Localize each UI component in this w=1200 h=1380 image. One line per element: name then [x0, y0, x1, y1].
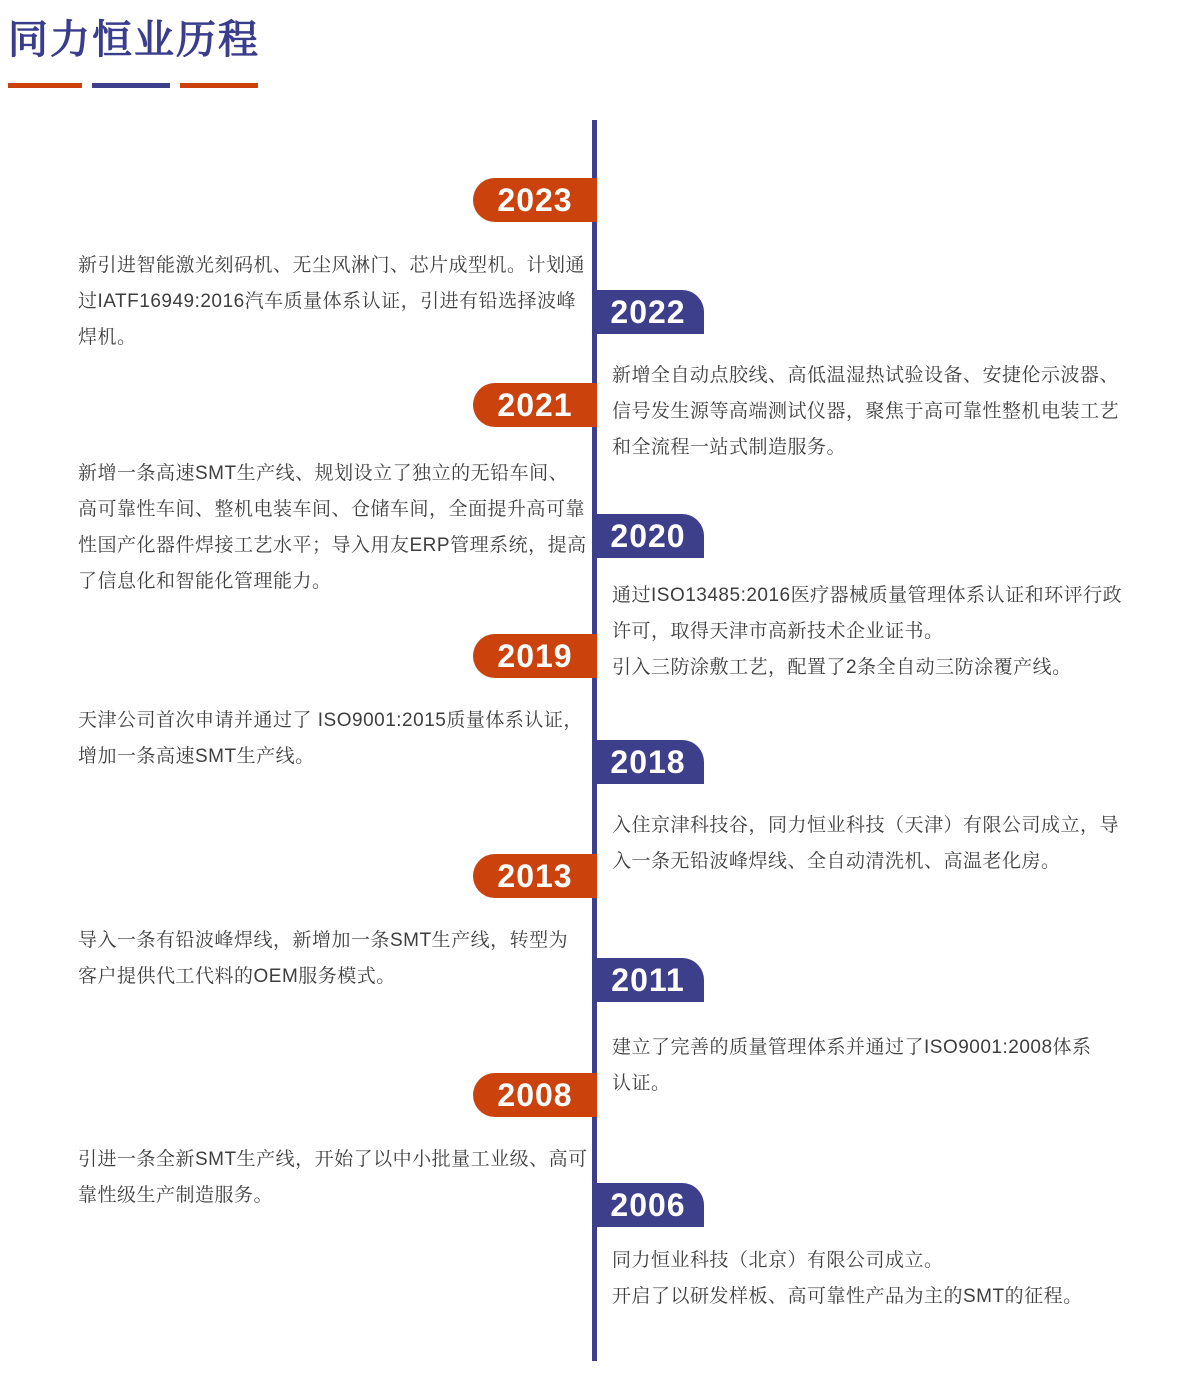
- text-line: 许可，取得天津市高新技术企业证书。: [612, 621, 944, 642]
- text-line: 开启了以研发样板、高可靠性产品为主的SMT的征程。: [612, 1286, 1083, 1307]
- milestone-text-2006: [612, 1243, 1083, 1315]
- text-line: 入住京津科技谷，同力恒业科技（天津）有限公司成立，导: [612, 815, 1120, 836]
- year-badge-2020: 2020: [592, 514, 704, 558]
- milestone-text-2019: [78, 703, 583, 775]
- milestone-text-2018: [612, 808, 1119, 880]
- milestone-text-2011: [612, 1030, 1092, 1102]
- year-badge-2013: 2013: [473, 854, 597, 898]
- text-line: 建立了完善的质量管理体系并通过了ISO9001:2008体系: [612, 1037, 1092, 1058]
- milestone-text-2008: [78, 1142, 588, 1214]
- text-line: 认证。: [612, 1073, 671, 1094]
- text-line: 导入一条有铅波峰焊线，新增加一条SMT生产线，转型为: [78, 930, 569, 951]
- year-badge-2006: 2006: [592, 1183, 704, 1227]
- year-badge-2021: 2021: [473, 383, 597, 427]
- text-line: 新引进智能激光刻码机、无尘风淋门、芯片成型机。计划通: [78, 255, 586, 276]
- year-badge-2023: 2023: [473, 178, 597, 222]
- year-badge-2022: 2022: [592, 290, 704, 334]
- text-line: 了信息化和智能化管理能力。: [78, 571, 332, 592]
- text-line: 天津公司首次申请并通过了 ISO9001:2015质量体系认证，: [78, 710, 583, 731]
- text-line: 客户提供代工代料的OEM服务模式。: [78, 966, 396, 987]
- text-line: 过IATF16949:2016汽车质量体系认证，引进有铅选择波峰: [78, 291, 577, 312]
- year-badge-2011: 2011: [592, 958, 704, 1002]
- year-badge-2008: 2008: [473, 1073, 597, 1117]
- text-line: 性国产化器件焊接工艺水平；导入用友ERP管理系统，提高: [78, 535, 587, 556]
- page-title: 同力恒业历程: [8, 18, 260, 62]
- text-line: 引进一条全新SMT生产线，开始了以中小批量工业级、高可: [78, 1149, 588, 1170]
- text-line: 新增全自动点胶线、高低温湿热试验设备、安捷伦示波器、: [612, 365, 1120, 386]
- year-badge-2018: 2018: [592, 740, 704, 784]
- text-line: 靠性级生产制造服务。: [78, 1185, 274, 1206]
- milestone-text-2021: [78, 456, 587, 600]
- text-line: 同力恒业科技（北京）有限公司成立。: [612, 1250, 944, 1271]
- milestone-text-2023: [78, 248, 585, 356]
- title-underline-bar-1: [8, 83, 82, 88]
- text-line: 焊机。: [78, 327, 137, 348]
- milestone-text-2022: [612, 358, 1119, 466]
- milestone-text-2020: [612, 578, 1122, 686]
- title-underline-bar-3: [180, 83, 258, 88]
- text-line: 高可靠性车间、整机电装车间、仓储车间，全面提升高可靠: [78, 499, 586, 520]
- text-line: 和全流程一站式制造服务。: [612, 437, 847, 458]
- text-line: 入一条无铅波峰焊线、全自动清洗机、高温老化房。: [612, 851, 1061, 872]
- year-badge-2019: 2019: [473, 634, 597, 678]
- text-line: 增加一条高速SMT生产线。: [78, 746, 315, 767]
- milestone-text-2013: [78, 923, 568, 995]
- text-line: 新增一条高速SMT生产线、规划设立了独立的无铅车间、: [78, 463, 569, 484]
- text-line: 通过ISO13485:2016医疗器械质量管理体系认证和环评行政: [612, 585, 1123, 606]
- text-line: 信号发生源等高端测试仪器，聚焦于高可靠性整机电装工艺: [612, 401, 1120, 422]
- title-underline-bar-2: [92, 83, 170, 88]
- text-line: 引入三防涂敷工艺，配置了2条全自动三防涂覆产线。: [612, 657, 1072, 678]
